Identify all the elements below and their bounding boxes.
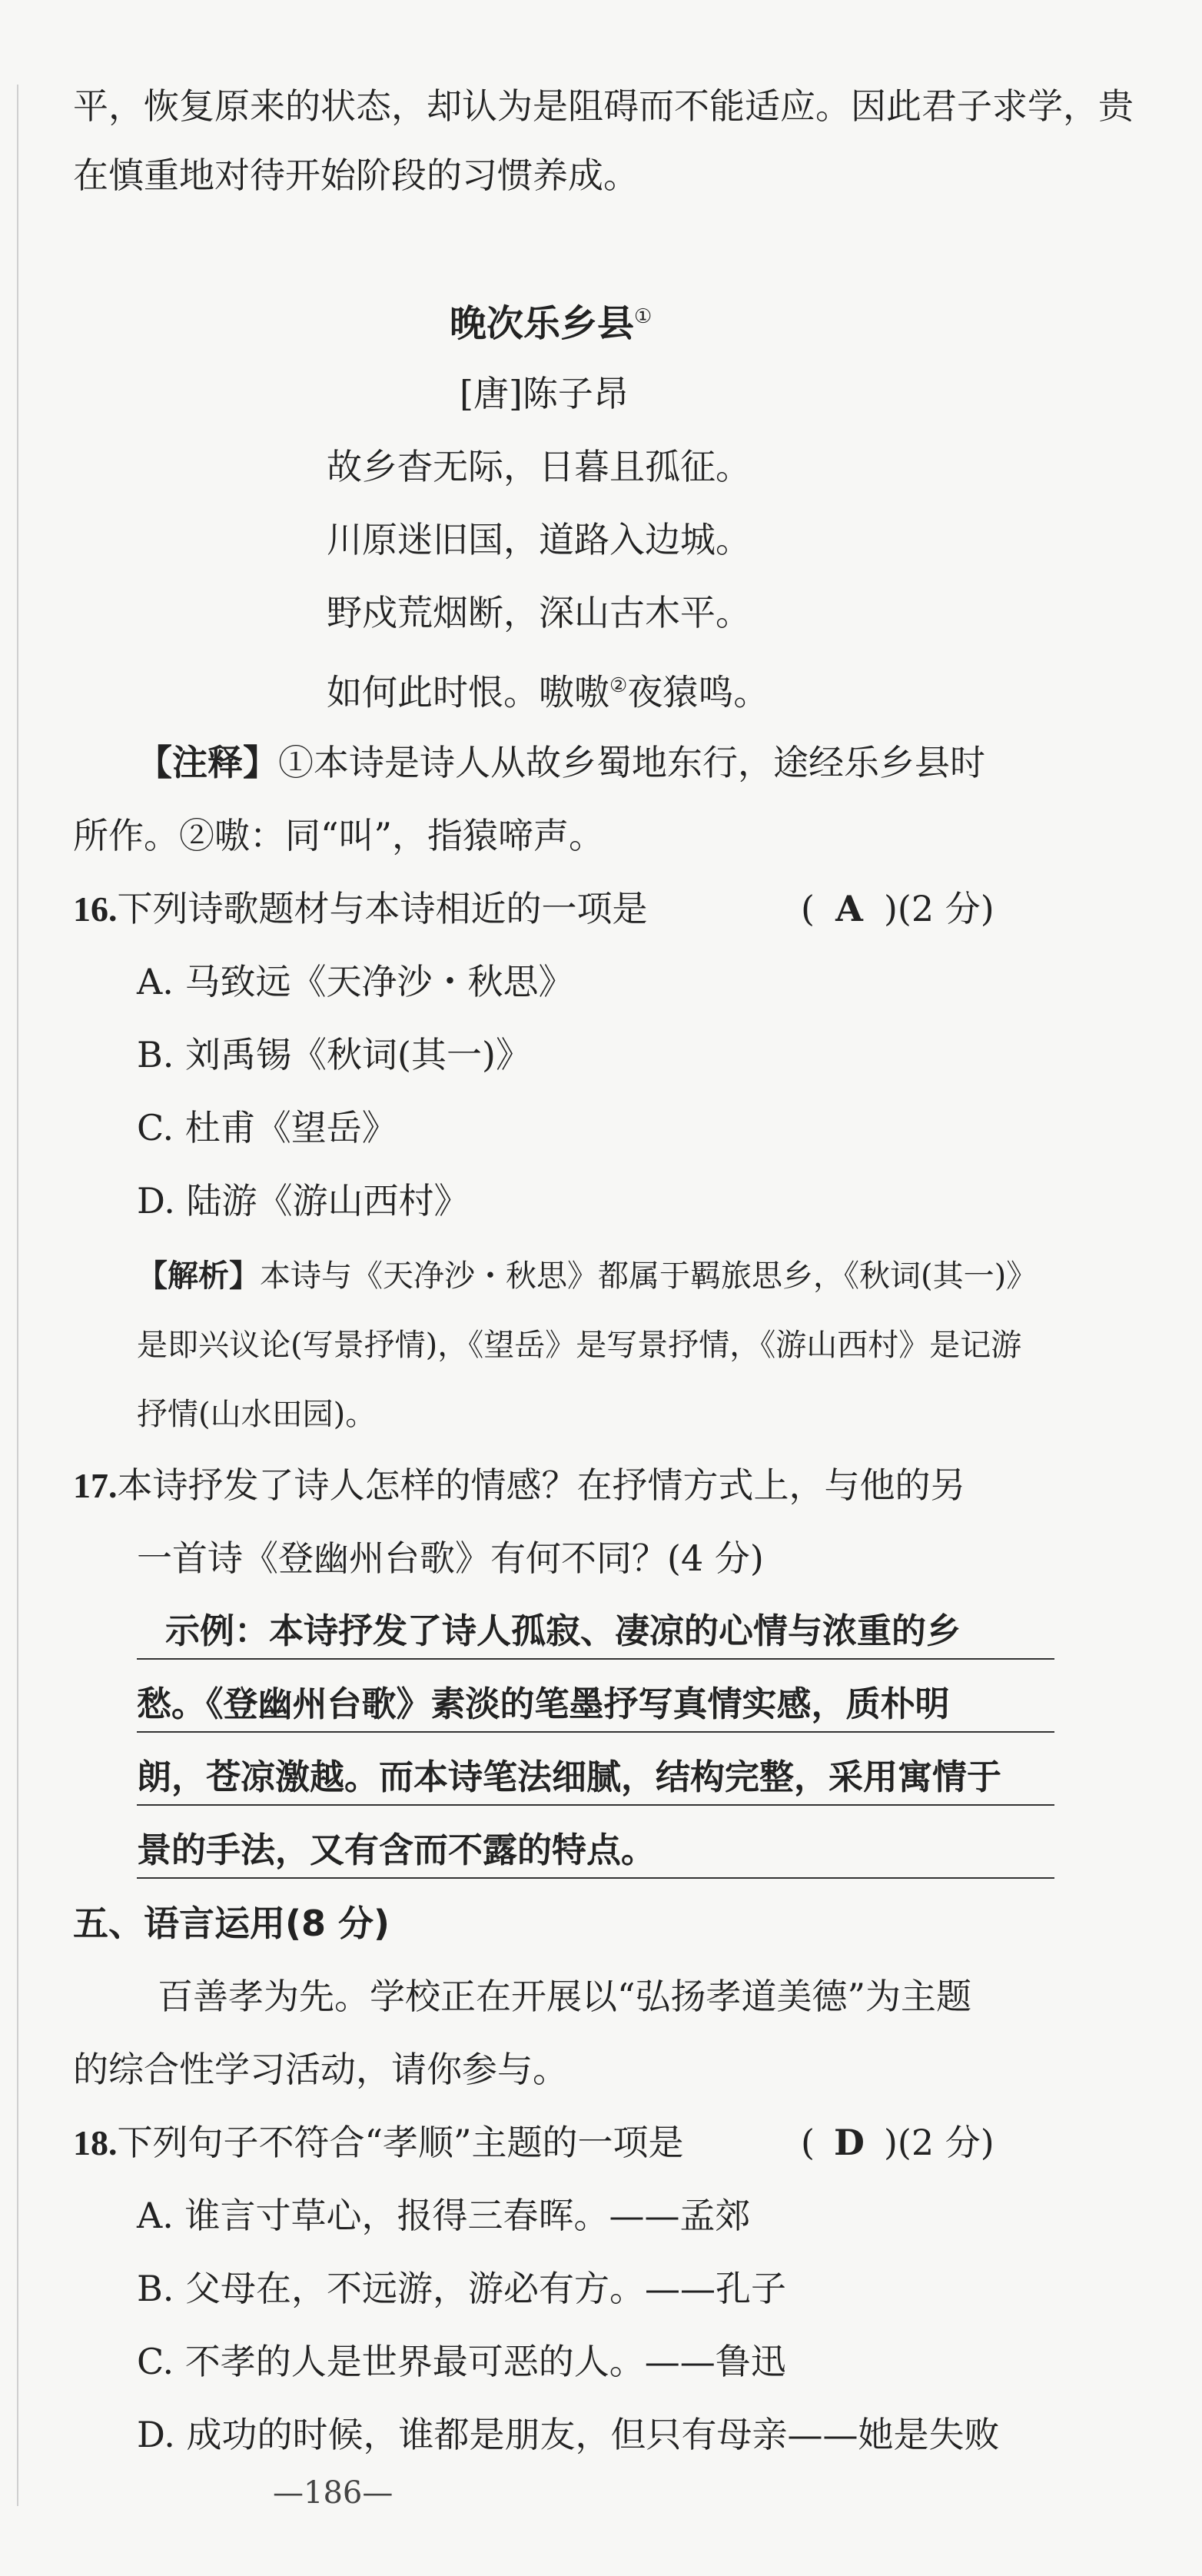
poem-title-text: 晚次乐乡县	[450, 302, 635, 345]
question-17-number: 17.	[73, 1466, 118, 1505]
passage-line-2: 在慎重地对待开始阶段的习惯养成。	[73, 155, 639, 196]
question-16-stem	[73, 886, 648, 932]
question-18-option-d: D. 成功的时候，谁都是朋友，但只有母亲——她是失败	[137, 2414, 1000, 2455]
question-16-answer-box	[801, 886, 994, 932]
question-18-score: )(2 分)	[883, 2122, 994, 2163]
question-16-analysis-line-2: 是即兴议论(写景抒情)，《望岳》是写景抒情，《游山西村》是记游	[137, 1328, 1022, 1363]
note-line-2: 所作。②嗷：同“叫”，指猿啼声。	[73, 815, 605, 856]
question-18-option-b: B. 父母在，不远游，游必有方。——孔子	[137, 2268, 787, 2309]
question-16-analysis-line-3: 抒情(山水田园)。	[137, 1397, 377, 1432]
question-18-text: 下列句子不符合“孝顺”主题的一项是	[117, 2122, 684, 2163]
page-margin-line	[17, 85, 18, 2506]
question-16-option-c: C. 杜甫《望岳》	[137, 1107, 397, 1148]
poem-line-3: 野戍荒烟断，深山古木平。	[327, 592, 751, 633]
question-16-option-a: A. 马致远《天净沙・秋思》	[137, 961, 574, 1002]
answer-underline-4	[137, 1877, 1054, 1879]
question-18-number: 18.	[73, 2123, 118, 2162]
question-16-text: 下列诗歌题材与本诗相近的一项是	[117, 888, 648, 929]
poem-line-1: 故乡杳无际，日暮且孤征。	[327, 446, 751, 487]
question-17-stem-line-1	[73, 1462, 966, 1509]
analysis-label: 【解析】	[137, 1258, 260, 1294]
question-16-analysis-line-1	[137, 1253, 1037, 1299]
page-number: —186—	[273, 2475, 393, 2511]
poem-title-footnote-mark: ①	[634, 305, 652, 328]
question-18-option-c: C. 不孝的人是世界最可恶的人。——鲁迅	[137, 2341, 786, 2382]
passage-line-1: 平，恢复原来的状态，却认为是阻碍而不能适应。因此君子求学，贵	[73, 85, 1134, 127]
note-text-1: ①本诗是诗人从故乡蜀地东行，途经乐乡县时	[278, 742, 985, 783]
poem-author: [唐]陈子昂	[460, 373, 629, 414]
question-17-answer-line-2: 愁。《登幽州台歌》素淡的笔墨抒写真情实感，质朴明	[137, 1684, 950, 1724]
section-5-intro-line-1: 百善孝为先。学校正在开展以“弘扬孝道美德”为主题	[158, 1976, 972, 2017]
question-18-answer: D	[834, 2122, 865, 2163]
question-18-option-a: A. 谁言寸草心，报得三春晖。——孟郊	[137, 2195, 751, 2236]
question-17-stem-line-2: 一首诗《登幽州台歌》有何不同？(4 分)	[137, 1537, 764, 1579]
question-16-number: 16.	[73, 889, 118, 929]
question-17-text-1: 本诗抒发了诗人怎样的情感？在抒情方式上，与他的另	[117, 1464, 966, 1506]
poem-title	[450, 294, 652, 347]
note-line-1	[137, 740, 985, 786]
question-17-answer-line-3: 朗，苍凉激越。而本诗笔法细腻，结构完整，采用寓情于	[137, 1757, 1002, 1797]
note-label: 【注释】	[137, 742, 278, 783]
question-16-answer: A	[835, 888, 863, 929]
poem-line-4-footnote-mark: ②	[609, 674, 628, 697]
section-5-intro-line-2: 的综合性学习活动，请你参与。	[73, 2049, 568, 2090]
poem-line-4	[327, 663, 769, 715]
question-17-answer-line-1: 示例：本诗抒发了诗人孤寂、凄凉的心情与浓重的乡	[165, 1610, 961, 1651]
answer-paren-open: (	[801, 888, 815, 929]
answer-underline-3	[137, 1804, 1054, 1806]
question-18-answer-box	[801, 2119, 994, 2166]
question-18-stem	[73, 2119, 684, 2166]
poem-line-2: 川原迷旧国，道路入边城。	[327, 519, 751, 560]
poem-line-4-part-2: 夜猿鸣。	[627, 671, 769, 713]
section-5-heading: 五、语言运用(8 分)	[73, 1903, 390, 1944]
poem-line-4-part-1: 如何此时恨。嗷嗷	[327, 671, 609, 713]
answer-underline-1	[137, 1658, 1054, 1660]
question-16-option-d: D. 陆游《游山西村》	[137, 1180, 470, 1222]
analysis-text-1: 本诗与《天净沙・秋思》都属于羁旅思乡，《秋词(其一)》	[260, 1258, 1038, 1294]
question-16-score: )(2 分)	[883, 888, 994, 929]
question-16-option-b: B. 刘禹锡《秋词(其一)》	[137, 1034, 531, 1075]
question-17-answer-line-4: 景的手法，又有含而不露的特点。	[137, 1830, 656, 1870]
answer-underline-2	[137, 1731, 1054, 1733]
answer-paren-open: (	[801, 2122, 815, 2163]
